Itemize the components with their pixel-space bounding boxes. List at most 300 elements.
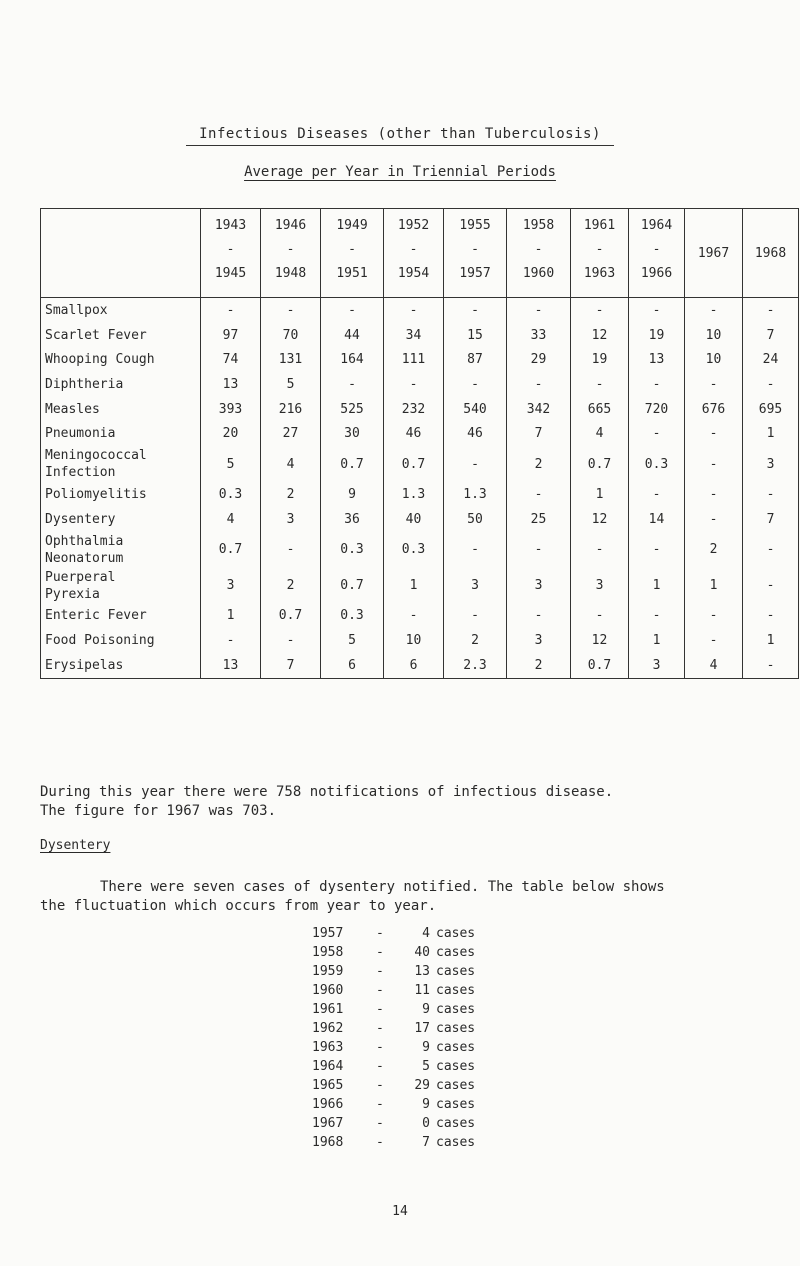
disease-name <box>41 397 201 422</box>
table-cell: - <box>743 568 799 604</box>
year-cell: 1958 <box>312 945 344 960</box>
table-cell: - <box>685 421 743 446</box>
table-cell: 3 <box>444 568 507 604</box>
table-cell: - <box>444 532 507 568</box>
table-cell: - <box>685 628 743 653</box>
table-cell: 46 <box>444 421 507 446</box>
table-cell: 0.7 <box>201 532 261 568</box>
table-row <box>41 604 799 629</box>
table-cell: - <box>444 298 507 323</box>
count-cell: 4 <box>422 926 430 941</box>
table-cell: - <box>743 372 799 397</box>
table-cell: 3 <box>201 568 261 604</box>
table-cell: 3 <box>743 446 799 482</box>
table-cell: 1 <box>571 482 629 507</box>
page-title: Infectious Diseases (other than Tuberculosis) <box>199 126 601 142</box>
period-end: 1957 <box>459 266 491 281</box>
period-label <box>444 217 506 289</box>
disease-name-line: Erysipelas <box>45 657 124 673</box>
period-dash: - <box>409 242 418 257</box>
header-blank-cell <box>41 209 201 298</box>
yearly-row <box>312 981 475 1000</box>
table-cell: 0.7 <box>571 446 629 482</box>
table-cell: 2 <box>261 568 321 604</box>
disease-name <box>41 298 201 323</box>
disease-name-line: Pneumonia <box>45 426 116 442</box>
dysentery-paragraph <box>40 878 780 916</box>
table-cell: 393 <box>201 397 261 422</box>
period-dash: - <box>286 242 295 257</box>
table-cell: 4 <box>261 446 321 482</box>
table-cell: 540 <box>444 397 507 422</box>
disease-name-line: Poliomyelitis <box>45 486 147 502</box>
disease-name-line: Neonatorum <box>45 550 124 566</box>
dash-cell: - <box>376 1021 384 1036</box>
table-cell: - <box>321 372 384 397</box>
table-cell: 12 <box>571 323 629 348</box>
period-end: 1948 <box>274 266 307 281</box>
table-cell: 1 <box>743 421 799 446</box>
period-start: 1964 <box>640 218 673 233</box>
count-cell: 9 <box>422 1002 430 1017</box>
count-cell: 7 <box>422 1135 430 1150</box>
table-cell: 7 <box>261 653 321 678</box>
table-cell: 0.3 <box>201 482 261 507</box>
year-cell: 1959 <box>312 964 344 979</box>
disease-name <box>41 604 201 629</box>
disease-name-line: Pyrexia <box>45 586 100 602</box>
disease-name-line: Diphtheria <box>45 376 124 392</box>
unit-cell: cases <box>436 945 476 960</box>
period-dash: - <box>534 242 543 257</box>
table-cell: 2.3 <box>444 653 507 678</box>
disease-name-line: Measles <box>45 401 100 417</box>
table-cell: 12 <box>571 628 629 653</box>
table-cell: - <box>384 604 444 629</box>
unit-cell: cases <box>436 1021 476 1036</box>
column-header: 1968 <box>743 209 799 298</box>
table-cell: 40 <box>384 507 444 532</box>
disease-name-line: Smallpox <box>45 302 108 318</box>
table-cell: 13 <box>629 347 685 372</box>
dash-cell: - <box>376 1002 384 1017</box>
disease-name-line: Puerperal <box>45 569 116 585</box>
table-cell: 2 <box>507 446 571 482</box>
table-row <box>41 482 799 507</box>
period-label <box>201 217 260 289</box>
yearly-row <box>312 962 475 981</box>
count-cell: 40 <box>414 945 430 960</box>
table-cell: 676 <box>685 397 743 422</box>
table-cell: 27 <box>261 421 321 446</box>
table-cell: 3 <box>571 568 629 604</box>
table-cell: - <box>743 604 799 629</box>
period-start: 1952 <box>397 218 430 233</box>
table-cell: 232 <box>384 397 444 422</box>
yearly-row <box>312 1133 475 1152</box>
diseases-table <box>40 208 799 679</box>
period-label <box>571 217 628 289</box>
unit-cell: cases <box>436 983 476 998</box>
dash-cell: - <box>376 1135 384 1150</box>
table-cell: - <box>571 298 629 323</box>
table-cell: 4 <box>201 507 261 532</box>
table-cell: 25 <box>507 507 571 532</box>
count-cell: 17 <box>414 1021 430 1036</box>
table-cell: 3 <box>629 653 685 678</box>
table-cell: 1 <box>629 568 685 604</box>
table-row <box>41 568 799 604</box>
unit-cell: cases <box>436 1116 476 1131</box>
table-cell: - <box>629 482 685 507</box>
table-cell: 0.7 <box>571 653 629 678</box>
table-row <box>41 421 799 446</box>
period-dash: - <box>471 242 479 257</box>
table-cell: - <box>743 653 799 678</box>
disease-name-line: Meningococcal <box>45 448 147 464</box>
column-header <box>261 209 321 298</box>
table-cell: - <box>685 507 743 532</box>
table-cell: - <box>629 604 685 629</box>
year-cell: 1957 <box>312 926 344 941</box>
period-label <box>321 217 383 289</box>
yearly-row <box>312 943 475 962</box>
table-cell: 44 <box>321 323 384 348</box>
unit-cell: cases <box>436 1078 476 1093</box>
table-cell: - <box>571 604 629 629</box>
table-cell: 1 <box>384 568 444 604</box>
disease-name <box>41 568 201 604</box>
table-cell: - <box>507 372 571 397</box>
table-cell: - <box>444 446 507 482</box>
table-cell: 3 <box>261 507 321 532</box>
yearly-row <box>312 1076 475 1095</box>
table-cell: - <box>384 372 444 397</box>
year-cell: 1968 <box>312 1135 344 1150</box>
table-cell: 5 <box>201 446 261 482</box>
table-cell: 1 <box>685 568 743 604</box>
dash-cell: - <box>376 945 384 960</box>
year-cell: 1964 <box>312 1059 344 1074</box>
disease-name <box>41 482 201 507</box>
table-cell: - <box>685 372 743 397</box>
period-start: 1961 <box>583 218 616 233</box>
table-cell: 665 <box>571 397 629 422</box>
table-cell: - <box>629 421 685 446</box>
year-cell: 1967 <box>312 1116 344 1131</box>
period-dash: - <box>226 242 235 257</box>
table-cell: 164 <box>321 347 384 372</box>
paragraph-line: There were seven cases of dysentery notified. The table below shows <box>100 879 665 895</box>
table-row <box>41 372 799 397</box>
unit-cell: cases <box>436 964 476 979</box>
table-cell: 0.3 <box>629 446 685 482</box>
table-cell: 87 <box>444 347 507 372</box>
table-cell: 12 <box>571 507 629 532</box>
table-cell: - <box>384 298 444 323</box>
column-header <box>321 209 384 298</box>
table-cell: - <box>507 532 571 568</box>
dash-cell: - <box>376 1116 384 1131</box>
page-subtitle <box>0 164 800 180</box>
table-cell: 7 <box>507 421 571 446</box>
table-cell: 3 <box>507 628 571 653</box>
table-cell: - <box>743 298 799 323</box>
paragraph-line: the fluctuation which occurs from year to year. <box>40 898 437 914</box>
table-cell: 4 <box>685 653 743 678</box>
period-label <box>384 217 443 289</box>
table-cell: 3 <box>507 568 571 604</box>
dash-cell: - <box>376 926 384 941</box>
yearly-table-body <box>312 924 475 1152</box>
disease-name-line: Ophthalmia <box>45 533 124 549</box>
column-header: 1967 <box>685 209 743 298</box>
table-row <box>41 397 799 422</box>
table-cell: 0.7 <box>384 446 444 482</box>
table-cell: - <box>444 372 507 397</box>
table-cell: 7 <box>743 507 799 532</box>
period-label <box>507 217 570 289</box>
unit-cell: cases <box>436 1135 476 1150</box>
table-cell: 720 <box>629 397 685 422</box>
table-cell: - <box>444 604 507 629</box>
year-cell: 1963 <box>312 1040 344 1055</box>
table-cell: - <box>321 298 384 323</box>
table-cell: - <box>507 604 571 629</box>
table-cell: 0.7 <box>261 604 321 629</box>
subtitle-text: Average per Year in Triennial Periods <box>244 164 556 180</box>
count-cell: 9 <box>422 1097 430 1112</box>
table-cell: 695 <box>743 397 799 422</box>
column-header <box>571 209 629 298</box>
column-header <box>629 209 685 298</box>
table-cell: - <box>201 628 261 653</box>
table-row <box>41 628 799 653</box>
period-label <box>261 217 320 289</box>
table-cell: - <box>629 298 685 323</box>
table-cell: 342 <box>507 397 571 422</box>
table-cell: - <box>571 532 629 568</box>
table-body <box>41 298 799 679</box>
table-cell: 2 <box>685 532 743 568</box>
count-cell: 13 <box>414 964 430 979</box>
title-underline <box>186 145 614 146</box>
dysentery-yearly-table <box>312 924 475 1152</box>
table-cell: 1.3 <box>444 482 507 507</box>
count-cell: 9 <box>422 1040 430 1055</box>
yearly-row <box>312 924 475 943</box>
table-cell: 131 <box>261 347 321 372</box>
disease-name-line: Enteric Fever <box>45 608 147 624</box>
unit-cell: cases <box>436 1097 476 1112</box>
table-cell: 0.7 <box>321 568 384 604</box>
table-cell: - <box>507 298 571 323</box>
table-cell: 0.3 <box>321 604 384 629</box>
period-start: 1958 <box>522 218 555 233</box>
disease-name <box>41 347 201 372</box>
table-cell: 13 <box>201 372 261 397</box>
yearly-row <box>312 1038 475 1057</box>
table-cell: 19 <box>571 347 629 372</box>
table-cell: 15 <box>444 323 507 348</box>
table-cell: - <box>685 446 743 482</box>
period-end: 1945 <box>214 266 247 281</box>
table-cell: 50 <box>444 507 507 532</box>
column-header <box>201 209 261 298</box>
section-heading-dysentery: Dysentery <box>40 838 111 853</box>
disease-name <box>41 507 201 532</box>
disease-name-line: Scarlet Fever <box>45 327 147 343</box>
table-row <box>41 298 799 323</box>
table-row <box>41 323 799 348</box>
table-cell: 6 <box>321 653 384 678</box>
table-cell: 14 <box>629 507 685 532</box>
table-cell: 216 <box>261 397 321 422</box>
notification-line: The figure for 1967 was 703. <box>40 803 277 819</box>
yearly-row <box>312 1057 475 1076</box>
column-header <box>384 209 444 298</box>
period-dash: - <box>595 242 604 257</box>
table-cell: 1 <box>629 628 685 653</box>
notification-line: During this year there were 758 notifications of infectious disease. <box>40 784 614 800</box>
table-cell: 97 <box>201 323 261 348</box>
table-cell: - <box>571 372 629 397</box>
table-row <box>41 507 799 532</box>
table-row <box>41 653 799 678</box>
table-cell: 1 <box>743 628 799 653</box>
period-end: 1966 <box>640 266 673 281</box>
column-header <box>507 209 571 298</box>
table-cell: 2 <box>507 653 571 678</box>
table-cell: 74 <box>201 347 261 372</box>
table-cell: 13 <box>201 653 261 678</box>
table-cell: 7 <box>743 323 799 348</box>
count-cell: 29 <box>414 1078 430 1093</box>
table-cell: - <box>685 298 743 323</box>
period-end: 1963 <box>583 266 616 281</box>
unit-cell: cases <box>436 926 476 941</box>
table-cell: 9 <box>321 482 384 507</box>
table-cell: 2 <box>261 482 321 507</box>
table-cell: 10 <box>384 628 444 653</box>
year-cell: 1962 <box>312 1021 344 1036</box>
dash-cell: - <box>376 964 384 979</box>
table-cell: - <box>629 372 685 397</box>
yearly-row <box>312 1000 475 1019</box>
table-cell: 24 <box>743 347 799 372</box>
table-cell: 19 <box>629 323 685 348</box>
year-cell: 1966 <box>312 1097 344 1112</box>
table-cell: - <box>261 298 321 323</box>
table-cell: 1.3 <box>384 482 444 507</box>
year-cell: 1960 <box>312 983 344 998</box>
period-end: 1960 <box>522 266 555 281</box>
table-cell: - <box>685 482 743 507</box>
table-cell: 111 <box>384 347 444 372</box>
page-number: 14 <box>392 1204 408 1219</box>
table-cell: - <box>685 604 743 629</box>
table-cell: - <box>261 532 321 568</box>
unit-cell: cases <box>436 1040 476 1055</box>
period-dash: - <box>348 242 356 257</box>
table-cell: 1 <box>201 604 261 629</box>
table-cell: 46 <box>384 421 444 446</box>
table-row <box>41 446 799 482</box>
table-cell: 5 <box>261 372 321 397</box>
disease-name <box>41 653 201 678</box>
table-cell: 33 <box>507 323 571 348</box>
dash-cell: - <box>376 983 384 998</box>
period-dash: - <box>652 242 661 257</box>
disease-name <box>41 628 201 653</box>
column-header <box>444 209 507 298</box>
count-cell: 0 <box>422 1116 430 1131</box>
table-cell: 70 <box>261 323 321 348</box>
table-cell: 36 <box>321 507 384 532</box>
table-cell: - <box>743 482 799 507</box>
table-cell: 2 <box>444 628 507 653</box>
yearly-row <box>312 1095 475 1114</box>
period-end: 1954 <box>397 266 430 281</box>
table-cell: 4 <box>571 421 629 446</box>
yearly-row <box>312 1114 475 1133</box>
disease-name-line: Food Poisoning <box>45 633 155 649</box>
table-cell: 29 <box>507 347 571 372</box>
table-cell: - <box>261 628 321 653</box>
disease-name <box>41 323 201 348</box>
disease-name-line: Dysentery <box>45 511 116 527</box>
table-cell: 10 <box>685 347 743 372</box>
dash-cell: - <box>376 1097 384 1112</box>
table-cell: 0.7 <box>321 446 384 482</box>
dash-cell: - <box>376 1078 384 1093</box>
count-cell: 5 <box>422 1059 430 1074</box>
unit-cell: cases <box>436 1059 476 1074</box>
period-start: 1943 <box>214 218 247 233</box>
table-cell: 5 <box>321 628 384 653</box>
period-start: 1949 <box>336 218 368 233</box>
table-cell: 525 <box>321 397 384 422</box>
table-cell: 30 <box>321 421 384 446</box>
table-header-row <box>41 209 799 298</box>
notification-summary <box>40 783 780 821</box>
count-cell: 11 <box>414 983 430 998</box>
disease-name <box>41 372 201 397</box>
unit-cell: cases <box>436 1002 476 1017</box>
table-cell: - <box>743 532 799 568</box>
table-cell: - <box>629 532 685 568</box>
table-cell: 34 <box>384 323 444 348</box>
table-row <box>41 347 799 372</box>
disease-name-line: Whooping Cough <box>45 352 155 368</box>
table-cell: 20 <box>201 421 261 446</box>
period-end: 1951 <box>336 266 368 281</box>
period-start: 1946 <box>274 218 307 233</box>
table-cell: 10 <box>685 323 743 348</box>
table-cell: 6 <box>384 653 444 678</box>
dash-cell: - <box>376 1040 384 1055</box>
period-start: 1955 <box>459 218 491 233</box>
table-cell: 0.3 <box>321 532 384 568</box>
disease-name <box>41 421 201 446</box>
disease-name <box>41 532 201 568</box>
dash-cell: - <box>376 1059 384 1074</box>
table-cell: - <box>201 298 261 323</box>
disease-name <box>41 446 201 482</box>
table-cell: - <box>507 482 571 507</box>
table-cell: 0.3 <box>384 532 444 568</box>
year-cell: 1965 <box>312 1078 344 1093</box>
